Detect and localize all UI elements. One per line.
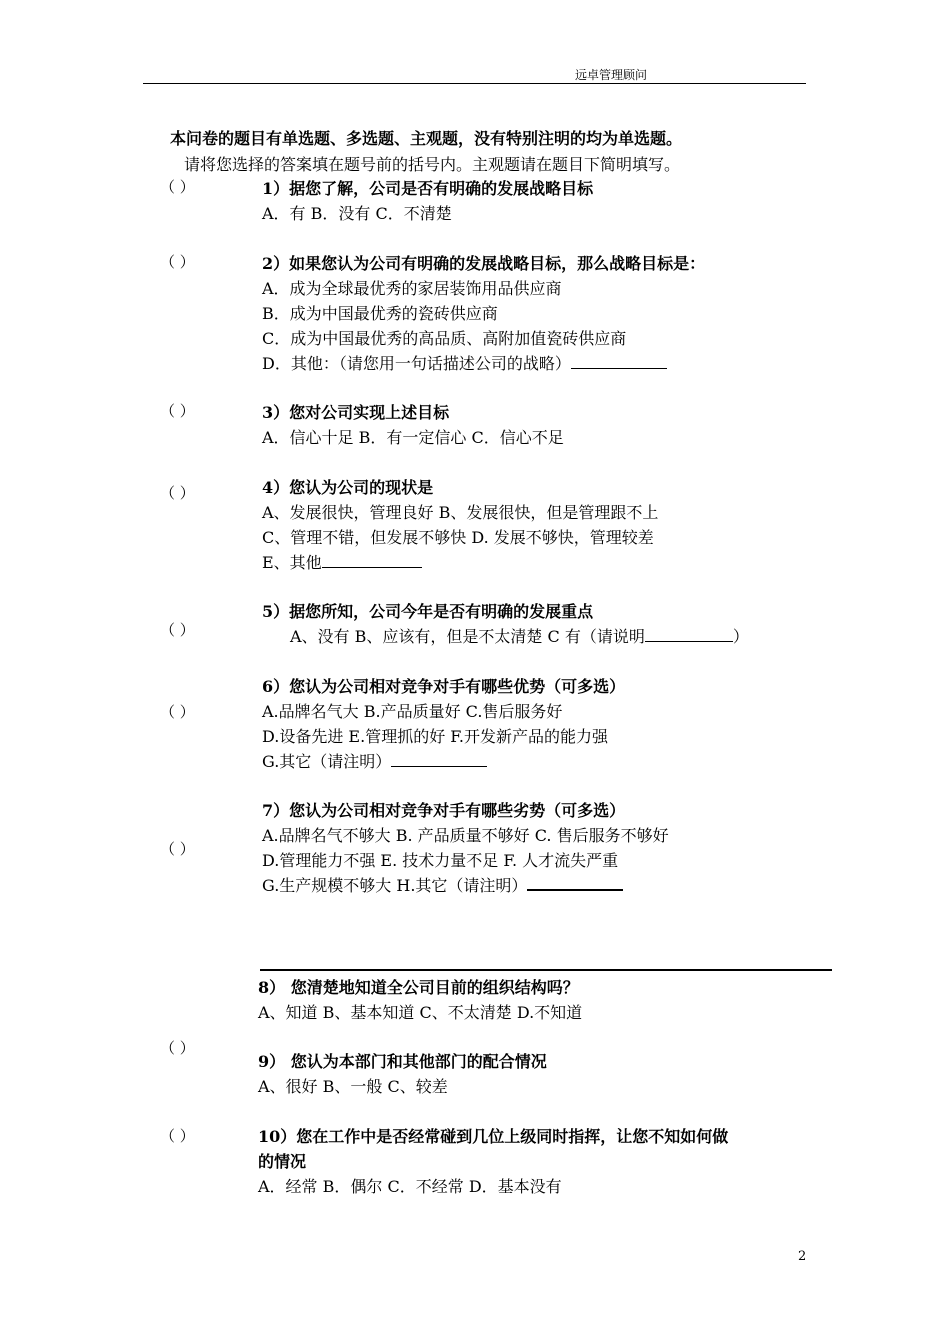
q6-options-1: A.品牌名气大 B.产品质量好 C.售后服务好 [262,702,563,721]
q7-options-1: A.品牌名气不够大 B. 产品质量不够好 C. 售后服务不够好 [262,826,669,845]
answer-paren-q3[interactable]: （ ） [160,402,195,420]
q10-options: A．经常 B．偶尔 C．不经常 D．基本没有 [258,1177,562,1196]
q2-option-a: A．成为全球最优秀的家居装饰用品供应商 [262,279,562,298]
q2-option-d-label: D．其他：（请您用一句话描述公司的战略） [262,354,571,373]
q7-blank[interactable] [527,875,623,891]
q3-options: A．信心十足 B．有一定信心 C．信心不足 [262,428,564,447]
q6-title: 6）您认为公司相对竞争对手有哪些优势（可多选） [262,677,626,696]
q8-title: 8） 您清楚地知道全公司目前的组织结构吗？ [258,978,579,997]
q4-blank[interactable] [322,553,422,568]
q7-options-2: D.管理能力不强 E. 技术力量不足 F. 人才流失严重 [262,851,619,870]
q2-option-d [262,351,667,374]
answer-paren-q2[interactable]: （ ） [160,253,195,271]
q4-options-3 [262,550,422,573]
q2-option-b: B．成为中国最优秀的瓷砖供应商 [262,304,498,323]
q2-blank[interactable] [571,354,667,369]
intro-line-2: 请将您选择的答案填在题号前的括号内。主观题请在题目下简明填写。 [184,155,681,174]
q7-title: 7）您认为公司相对竞争对手有哪些劣势（可多选） [262,801,626,820]
q5-title: 5）据您所知，公司今年是否有明确的发展重点 [262,602,594,621]
q8-options: A、知道 B、基本知道 C、不太清楚 D.不知道 [258,1003,583,1022]
answer-paren-q1[interactable]: （ ） [160,178,195,196]
q2-option-c: C．成为中国最优秀的高品质、高附加值瓷砖供应商 [262,329,627,348]
answer-paren-q5[interactable]: （ ） [160,621,195,639]
q7-options-3 [262,873,623,896]
q1-title: 1）据您了解，公司是否有明确的发展战略目标 [262,179,594,198]
page-number: 2 [798,1249,807,1264]
q6-blank[interactable] [391,752,487,767]
q6-option-g-label: G.其它（请注明） [262,752,392,771]
q6-options-2: D.设备先进 E.管理抓的好 F.开发新产品的能力强 [262,727,608,746]
q5-options-label: A、没有 B、应该有，但是不太清楚 C 有（请说明 [290,627,645,646]
q4-option-e-label: E、其他 [262,553,322,572]
q9-title: 9） 您认为本部门和其他部门的配合情况 [258,1052,547,1071]
answer-paren-q4[interactable]: （ ） [160,484,195,502]
answer-paren-q10[interactable]: （ ） [160,1127,195,1145]
q6-options-3 [262,749,487,772]
answer-paren-q7[interactable]: （ ） [160,840,195,858]
q4-title: 4）您认为公司的现状是 [262,478,434,497]
q2-title: 2）如果您认为公司有明确的发展战略目标，那么战略目标是： [262,254,706,273]
header-rule [143,83,806,84]
q4-options-1: A、发展很快，管理良好 B、发展很快，但是管理跟不上 [262,503,659,522]
q1-options: A．有 B．没有 C．不清楚 [262,204,452,223]
section-divider [260,969,832,971]
q9-options: A、很好 B、一般 C、较差 [258,1077,448,1096]
q10-title-1: 10）您在工作中是否经常碰到几位上级同时指挥，让您不知如何做 [258,1127,729,1146]
q3-title: 3）您对公司实现上述目标 [262,403,450,422]
q4-options-2: C、管理不错，但发展不够快 D. 发展不够快，管理较差 [262,528,654,547]
q5-blank[interactable] [645,627,733,642]
q5-options [290,624,749,647]
q5-close-paren: ） [732,627,749,646]
answer-paren-q6[interactable]: （ ） [160,703,195,721]
q7-option-h-label: G.生产规模不够大 H.其它（请注明） [262,876,528,895]
intro-line-1: 本问卷的题目有单选题、多选题、主观题，没有特别注明的均为单选题。 [170,129,683,148]
q10-title-2: 的情况 [258,1152,307,1171]
answer-paren-q8[interactable]: （ ） [160,1039,195,1057]
header-title: 远卓管理顾问 [575,68,648,82]
